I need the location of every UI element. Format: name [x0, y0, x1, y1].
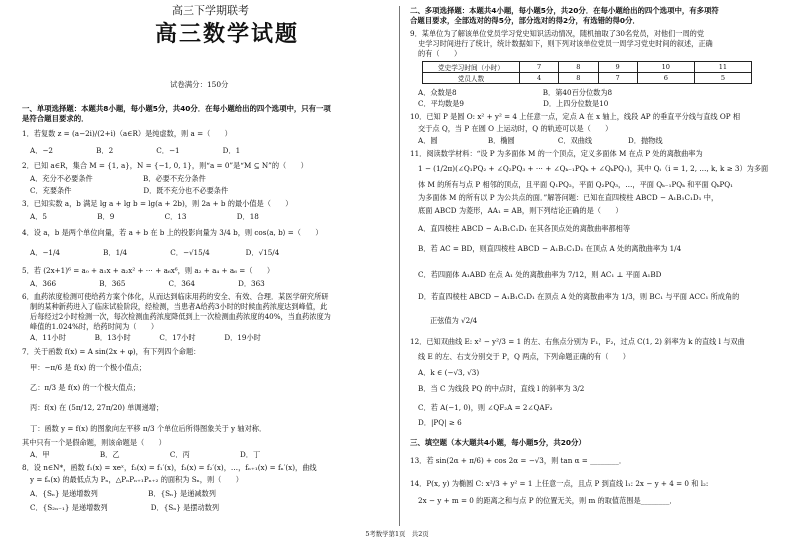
question-options: A．k ∈ (−√3, √3) — [418, 368, 480, 377]
question-line: 体 M 的所有与点 P 相邻的顶点，且平面 Q₁PQ₂，平面 Q₂PQ₃，…，平面 Qₖ₋₁PQₖ 和平面 QₖPQ₁ — [418, 180, 734, 189]
section-heading-2b: 合题目要求，全部选对的得5分，部分选对的得2分，有选错的得0分． — [410, 16, 640, 25]
question-options: B．当 C 为线段 PQ 的中点时，直线 l 的斜率为 3/2 — [418, 384, 585, 393]
question-options: A．11小时 B．13小时 C．17小时 D．19小时 — [30, 333, 261, 342]
question-line: 交于点 Q，当 P 在圆 O 上运动时，Q 的轨迹可以是（ ） — [418, 124, 613, 133]
question-line: 其中只有一个是假命题，则该命题是（ ） — [22, 438, 166, 447]
question-options: C．平均数是9 D．上四分位数是10 — [418, 99, 609, 108]
exam-title: 高三数学试题 — [155, 22, 300, 47]
table-cell: 7 — [598, 73, 637, 84]
question-line: 史学习时间进行了统计，统计数据如下，则下列对该单位党员一周学习党史时间的叙述，正确 — [418, 39, 713, 48]
table-cell: 7 — [520, 62, 559, 73]
question-options: C．充要条件 D．既不充分也不必要条件 — [30, 186, 229, 195]
section-heading-2: 二、多项选择题：本题共4小题，每小题5分，共20分．在每小题给出的四个选项中，有多项符 — [410, 6, 719, 15]
question-options: A．−1/4 B．1/4 C．−√15/4 D．√15/4 — [30, 248, 280, 257]
question-line: 4．设 a，b 是两个单位向量，若 a + b 在 b 上的投影向量为 3/4 b，则 cos⟨a, b⟩ =（ ） — [22, 228, 323, 237]
section-heading-3: 三、填空题（本大题共4小题，每小题5分，共20分） — [410, 438, 586, 447]
question-options: A．众数是8 B．第40百分位数为8 — [418, 88, 613, 97]
question-line: 11．阅读数学材料：“设 P 为多面体 M 的一个顶点，定义多面体 M 在点 P 处的离散曲率为 — [410, 149, 703, 158]
question-line: 1．若复数 z = (a−2i)/(2+i)（a∈R）是纯虚数，则 a =（ ） — [22, 129, 232, 138]
question-line: 乙：π/3 是 f(x) 的一个极大值点； — [30, 383, 140, 392]
table-cell-label: 党史学习时间（小时） — [423, 62, 520, 73]
question-options: A．直四棱柱 ABCD − A₁B₁C₁D₁ 在其各顶点处的离散曲率都相等 — [418, 224, 631, 233]
question-line: 后每经过2小时检测一次，每次检测血药浓度降低到上一次检测血药浓度的40%，当血药浓度为 — [30, 312, 331, 321]
question-line: 6．血药浓度检测可使给药方案个体化，从而达到临床用药的安全、有效、合理．某医学研究所研 — [22, 292, 329, 301]
question-line: 3．已知实数 a，b 满足 lg a + lg b = lg(a + 2b)，则 2a + b 的最小值是（ ） — [22, 199, 293, 208]
question-options: C．若 A(−1, 0)，则 ∠QF₂A = 2∠QAF₂ — [418, 403, 553, 412]
question-line: 甲：−π/6 是 f(x) 的一个极小值点； — [30, 363, 146, 372]
table-cell-label: 党员人数 — [423, 73, 520, 84]
question-line: 13．若 sin(2α + π/6) + cos 2α = −√3，则 tan α = ________． — [410, 456, 627, 465]
question-line: 14．P(x, y) 为椭圆 C: x²/3 + y² = 1 上任意一点，且点 P 到直线 l₁: 2x − y + 4 = 0 和 l₂: — [410, 479, 709, 488]
question-options: A．圆 B．椭圆 C．双曲线 D．抛物线 — [418, 136, 663, 145]
study-time-table — [422, 61, 752, 84]
question-options: A．5 B．9 C．13 D．18 — [30, 212, 259, 221]
question-line: 1 − (1/2π)(∠Q₁PQ₂ + ∠Q₂PQ₃ + ⋯ + ∠Qₖ₋₁PQₖ + ∠QₖPQ₁)，其中 Qᵢ（i = 1, 2, …, k, k ≥ 3）为多面 — [418, 164, 769, 173]
question-options: C．{S₂ₙ₋₁} 是递增数列 D．{Sₙ} 是摆动数列 — [30, 503, 220, 512]
question-line: 为多面体 M 的所有以 P 为公共点的面．”解答问题：已知在直四棱柱 ABCD − A₁B₁C₁D₁ 中， — [418, 193, 719, 202]
question-options: A．充分不必要条件 B．必要不充分条件 — [30, 174, 206, 183]
question-line: 2．已知 a∈R，集合 M = {1, a}，N = {−1, 0, 1}，则“a = 0”是“M ⊆ N”的（ ） — [22, 161, 308, 170]
question-line: y = fₙ(x) 的最低点为 Pₙ，△PₙPₙ₊₁Pₙ₊₂ 的面积为 Sₙ，则（ ） — [30, 475, 243, 484]
exam-subtitle: 高三下学期联考 — [172, 4, 249, 17]
question-options: D．若直四棱柱 ABCD − A₁B₁C₁D₁ 在顶点 A 处的离散曲率为 1/3，则 BC₁ 与平面 ACC₁ 所成角的 — [418, 292, 740, 301]
question-line: 线 E 的左、右支分别交于 P，Q 两点，下列命题正确的有（ ） — [418, 352, 630, 361]
question-options: B．若 AC = BD，则直四棱柱 ABCD − A₁B₁C₁D₁ 在顶点 A 处的离散曲率为 1/4 — [418, 244, 682, 253]
table-cell: 10 — [637, 62, 694, 73]
question-options: A．{Sₙ} 是递增数列 B．{Sₙ} 是递减数列 — [30, 489, 216, 498]
question-line: 制的某种新药进入了临床试验阶段，经检测，当患者A给药3小时的时候血药浓度达到峰值，此 — [30, 302, 328, 311]
total-score: 试卷满分：150分 — [170, 80, 229, 89]
question-line: 的有（ ） — [418, 49, 462, 58]
column-divider — [399, 6, 400, 526]
question-line: 正弦值为 √2/4 — [430, 316, 478, 325]
section-heading-1b: 是符合题目要求的． — [22, 114, 89, 123]
table-cell: 9 — [598, 62, 637, 73]
page-footer: 5考数学第1页 共2页 — [365, 530, 429, 538]
question-line: 8．设 n∈N*，函数 f₁(x) = xeˣ，f₂(x) = f₁′(x)，f₃(x) = f₂′(x)，…，fₙ₊₁(x) = fₙ′(x)，曲线 — [22, 463, 317, 472]
question-line: 峰值的1.024%时，给药时间为（ ） — [30, 322, 159, 331]
question-line: 7．关于函数 f(x) = A sin(2x + φ)，有下列四个命题： — [22, 347, 201, 356]
question-line: 2x − y + m = 0 的距离之和与点 P 的位置无关，则 m 的取值范围是________． — [418, 496, 677, 505]
question-line: 12．已知双曲线 E: x² − y²/3 = 1 的左、右焦点分别为 F₁，F₂，过点 C(1, 2) 斜率为 k 的直线 l 与双曲 — [410, 337, 745, 346]
question-line: 底面 ABCD 为菱形，AA₁ = AB，则下列结论正确的是（ ） — [418, 206, 623, 215]
table-row — [423, 73, 752, 84]
question-line: 10．已知 P 是圆 O: x² + y² = 4 上任意一点，定点 A 在 x 轴上，线段 AP 的垂直平分线与直线 OP 相 — [410, 112, 741, 121]
table-cell: 6 — [637, 73, 694, 84]
table-row — [423, 62, 752, 73]
question-line: 9．某单位为了解该单位党员学习党史知识活动情况，随机抽取了30名党员，对他们一周的党 — [410, 29, 705, 38]
table-cell: 11 — [694, 62, 751, 73]
table-cell: 8 — [559, 62, 598, 73]
question-options: A．甲 B．乙 C．丙 D．丁 — [30, 450, 261, 459]
question-line: 丁：函数 y = f(x) 的图象向左平移 π/3 个单位后所得图象关于 y 轴对称． — [30, 424, 267, 433]
question-options: C．若四面体 A₁ABD 在点 A₁ 处的离散曲率为 7/12，则 AC₁ ⊥ 平面 A₁BD — [418, 270, 662, 279]
question-options: A．−2 B．2 C．−1 D．1 — [30, 146, 241, 155]
section-heading-1: 一、单项选择题：本题共8小题，每小题5分，共40分．在每小题给出的四个选项中，只有一项 — [22, 104, 331, 113]
question-options: A．366 B．365 C．364 D．363 — [30, 279, 265, 288]
question-line: 丙：f(x) 在 (5π/12, 27π/20) 单调递增； — [30, 403, 164, 412]
question-line: 5．若 (2x+1)⁶ = a₀ + a₁x + a₂x² + ⋯ + a₆x⁶，则 a₂ + a₄ + a₆ =（ ） — [22, 266, 275, 275]
table-cell: 4 — [520, 73, 559, 84]
table-cell: 5 — [694, 73, 751, 84]
question-options: D．|PQ| ≥ 6 — [418, 418, 462, 427]
table-cell: 8 — [559, 73, 598, 84]
